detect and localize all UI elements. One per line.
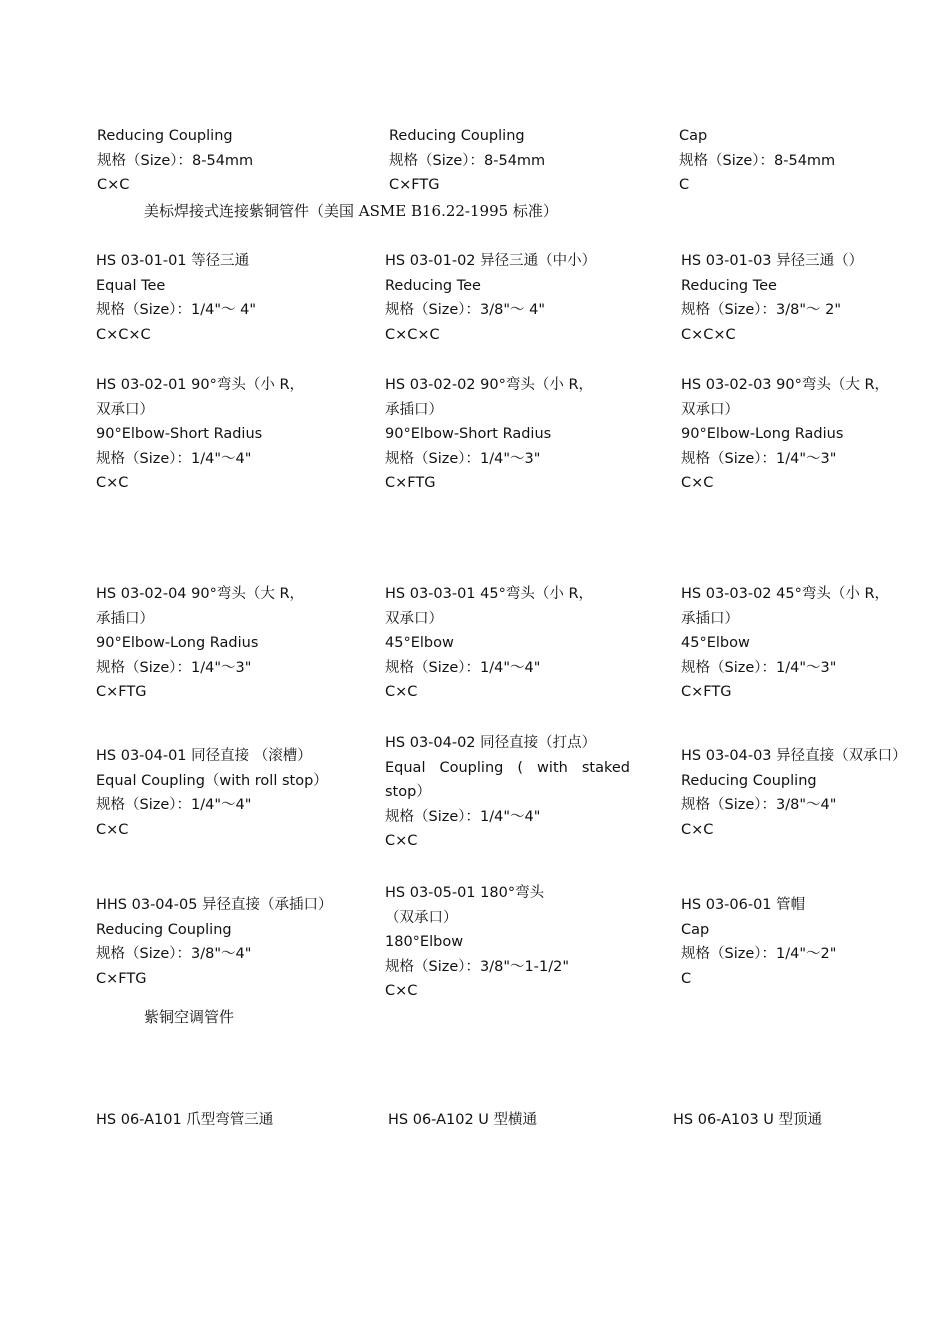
fitting-ends: C×C×C [681, 326, 736, 343]
fitting-code: HS 03-03-02 45°弯头（小 R， [681, 586, 890, 602]
fitting-name: 90°Elbow-Short Radius [96, 426, 263, 443]
fitting-code-cont: 承插口） [681, 610, 739, 627]
fitting-ends: C×C×C [385, 326, 440, 343]
fitting-size: 规格（Size）：1/4"～3" [96, 659, 252, 676]
fitting-block [385, 582, 593, 705]
fitting-code: HS 03-02-01 90°弯头（小 R， [96, 377, 305, 393]
ac-fitting-item [96, 1108, 273, 1133]
fitting-code-cont: （双承口） [385, 909, 458, 926]
fitting-block [385, 881, 569, 1004]
fitting-name: Reducing Coupling [681, 772, 817, 789]
fitting-ends: C×C [385, 684, 418, 701]
fitting-size: 规格（Size）：3/8"～4" [96, 946, 252, 963]
fitting-name: 90°Elbow-Long Radius [681, 426, 844, 443]
fitting-code-cont: 承插口） [385, 401, 443, 418]
fitting-ends: C×FTG [96, 684, 147, 701]
item-reducing-coupling-cxftg [389, 124, 545, 198]
ac-fitting-code: HS 06-A102 U 型横通 [388, 1112, 538, 1128]
item-size: 规格（Size）：8-54mm [97, 152, 254, 169]
fitting-size: 规格（Size）：1/4"～3" [681, 450, 837, 467]
section-heading-asme: 美标焊接式连接紫铜管件（美国 ASME B16.22-1995 标准） [144, 202, 558, 220]
section-heading-ac-fittings: 紫铜空调管件 [144, 1008, 235, 1026]
fitting-ends: C×FTG [681, 684, 732, 701]
fitting-name: 45°Elbow [681, 635, 750, 652]
fitting-code-cont: 双承口） [385, 610, 443, 627]
fitting-code: HS 03-01-01 等径三通 [96, 253, 250, 269]
fitting-code-cont: 承插口） [96, 610, 154, 627]
fitting-block [96, 744, 328, 842]
fitting-block [681, 373, 889, 496]
fitting-code: HS 03-05-01 180°弯头 [385, 885, 545, 901]
item-size: 规格（Size）：8-54mm [389, 152, 546, 169]
fitting-name: 45°Elbow [385, 635, 454, 652]
fitting-name: Equal Coupling ( with staked [385, 759, 630, 776]
item-reducing-coupling-cxc [97, 124, 253, 198]
fitting-size: 规格（Size）：1/4"～4" [385, 659, 541, 676]
ac-fitting-code: HS 06-A103 U 型顶通 [673, 1112, 823, 1128]
fitting-code: HS 03-04-03 异径直接（双承口） [681, 748, 907, 764]
fitting-size: 规格（Size）：1/4"～4" [96, 450, 252, 467]
item-ends: C [679, 177, 690, 194]
fitting-block [96, 249, 256, 347]
fitting-size: 规格（Size）：3/8"～4" [681, 797, 837, 814]
fitting-size: 规格（Size）：1/4"～2" [681, 946, 837, 963]
fitting-name: 90°Elbow-Short Radius [385, 426, 552, 443]
fitting-size: 规格（Size）：1/4"～4" [385, 808, 541, 825]
fitting-name: Reducing Coupling [96, 921, 232, 938]
fitting-ends: C [681, 970, 692, 987]
item-name: Cap [679, 128, 708, 144]
fitting-code: HHS 03-04-05 异径直接（承插口） [96, 897, 333, 913]
fitting-code-cont: 双承口） [96, 401, 154, 418]
fitting-ends: C×C×C [96, 326, 151, 343]
fitting-ends: C×FTG [385, 475, 436, 492]
fitting-code: HS 03-02-03 90°弯头（大 R， [681, 377, 890, 393]
fitting-code-cont: 双承口） [681, 401, 739, 418]
fitting-name: Equal Coupling（with roll stop） [96, 772, 328, 789]
fitting-code: HS 03-02-02 90°弯头（小 R， [385, 377, 594, 393]
fitting-ends: C×FTG [96, 970, 147, 987]
fitting-block [681, 582, 889, 705]
fitting-size: 规格（Size）：1/4"～4" [96, 797, 252, 814]
fitting-code: HS 03-02-04 90°弯头（大 R， [96, 586, 305, 602]
fitting-code: HS 03-01-03 异径三通（） [681, 253, 864, 269]
fitting-block [681, 249, 863, 347]
fitting-code: HS 03-04-02 同径直接（打点） [385, 735, 597, 751]
fitting-size: 规格（Size）：1/4"～3" [681, 659, 837, 676]
fitting-name: 90°Elbow-Long Radius [96, 635, 259, 652]
fitting-block [385, 373, 593, 496]
fitting-code: HS 03-06-01 管帽 [681, 897, 806, 913]
ac-fitting-code: HS 06-A101 爪型弯管三通 [96, 1112, 274, 1128]
fitting-name: Reducing Tee [681, 277, 777, 294]
fitting-size: 规格（Size）：3/8"～ 2" [681, 302, 842, 319]
fitting-block [385, 731, 630, 854]
item-name: Reducing Coupling [389, 128, 525, 144]
fitting-size: 规格（Size）：1/4"～3" [385, 450, 541, 467]
item-cap [679, 124, 835, 198]
fitting-ends: C×C [681, 821, 714, 838]
item-ends: C×FTG [389, 177, 440, 194]
fitting-block [96, 893, 333, 991]
item-name: Reducing Coupling [97, 128, 233, 144]
fitting-name: Equal Tee [96, 277, 166, 294]
fitting-ends: C×C [96, 475, 129, 492]
fitting-code: HS 03-03-01 45°弯头（小 R， [385, 586, 594, 602]
item-size: 规格（Size）：8-54mm [679, 152, 836, 169]
fitting-size: 规格（Size）：3/8"～1-1/2" [385, 958, 569, 975]
fitting-ends: C×C [681, 475, 714, 492]
fitting-block [681, 893, 836, 991]
fitting-ends: C×C [96, 821, 129, 838]
fitting-block [96, 582, 304, 705]
fitting-name: Reducing Tee [385, 277, 481, 294]
ac-fitting-item [388, 1108, 537, 1133]
fitting-code: HS 03-04-01 同径直接 （滚槽） [96, 748, 312, 764]
fitting-size: 规格（Size）：1/4"～ 4" [96, 302, 257, 319]
fitting-name-cont: stop） [385, 784, 431, 801]
fitting-ends: C×C [385, 983, 418, 1000]
fitting-name: Cap [681, 921, 710, 938]
fitting-ends: C×C [385, 833, 418, 850]
fitting-block [385, 249, 596, 347]
item-ends: C×C [97, 177, 130, 194]
ac-fitting-item [673, 1108, 822, 1133]
fitting-size: 规格（Size）：3/8"～ 4" [385, 302, 546, 319]
fitting-block [96, 373, 304, 496]
fitting-code: HS 03-01-02 异径三通（中小） [385, 253, 597, 269]
fitting-name: 180°Elbow [385, 934, 464, 951]
fitting-block [681, 744, 907, 842]
